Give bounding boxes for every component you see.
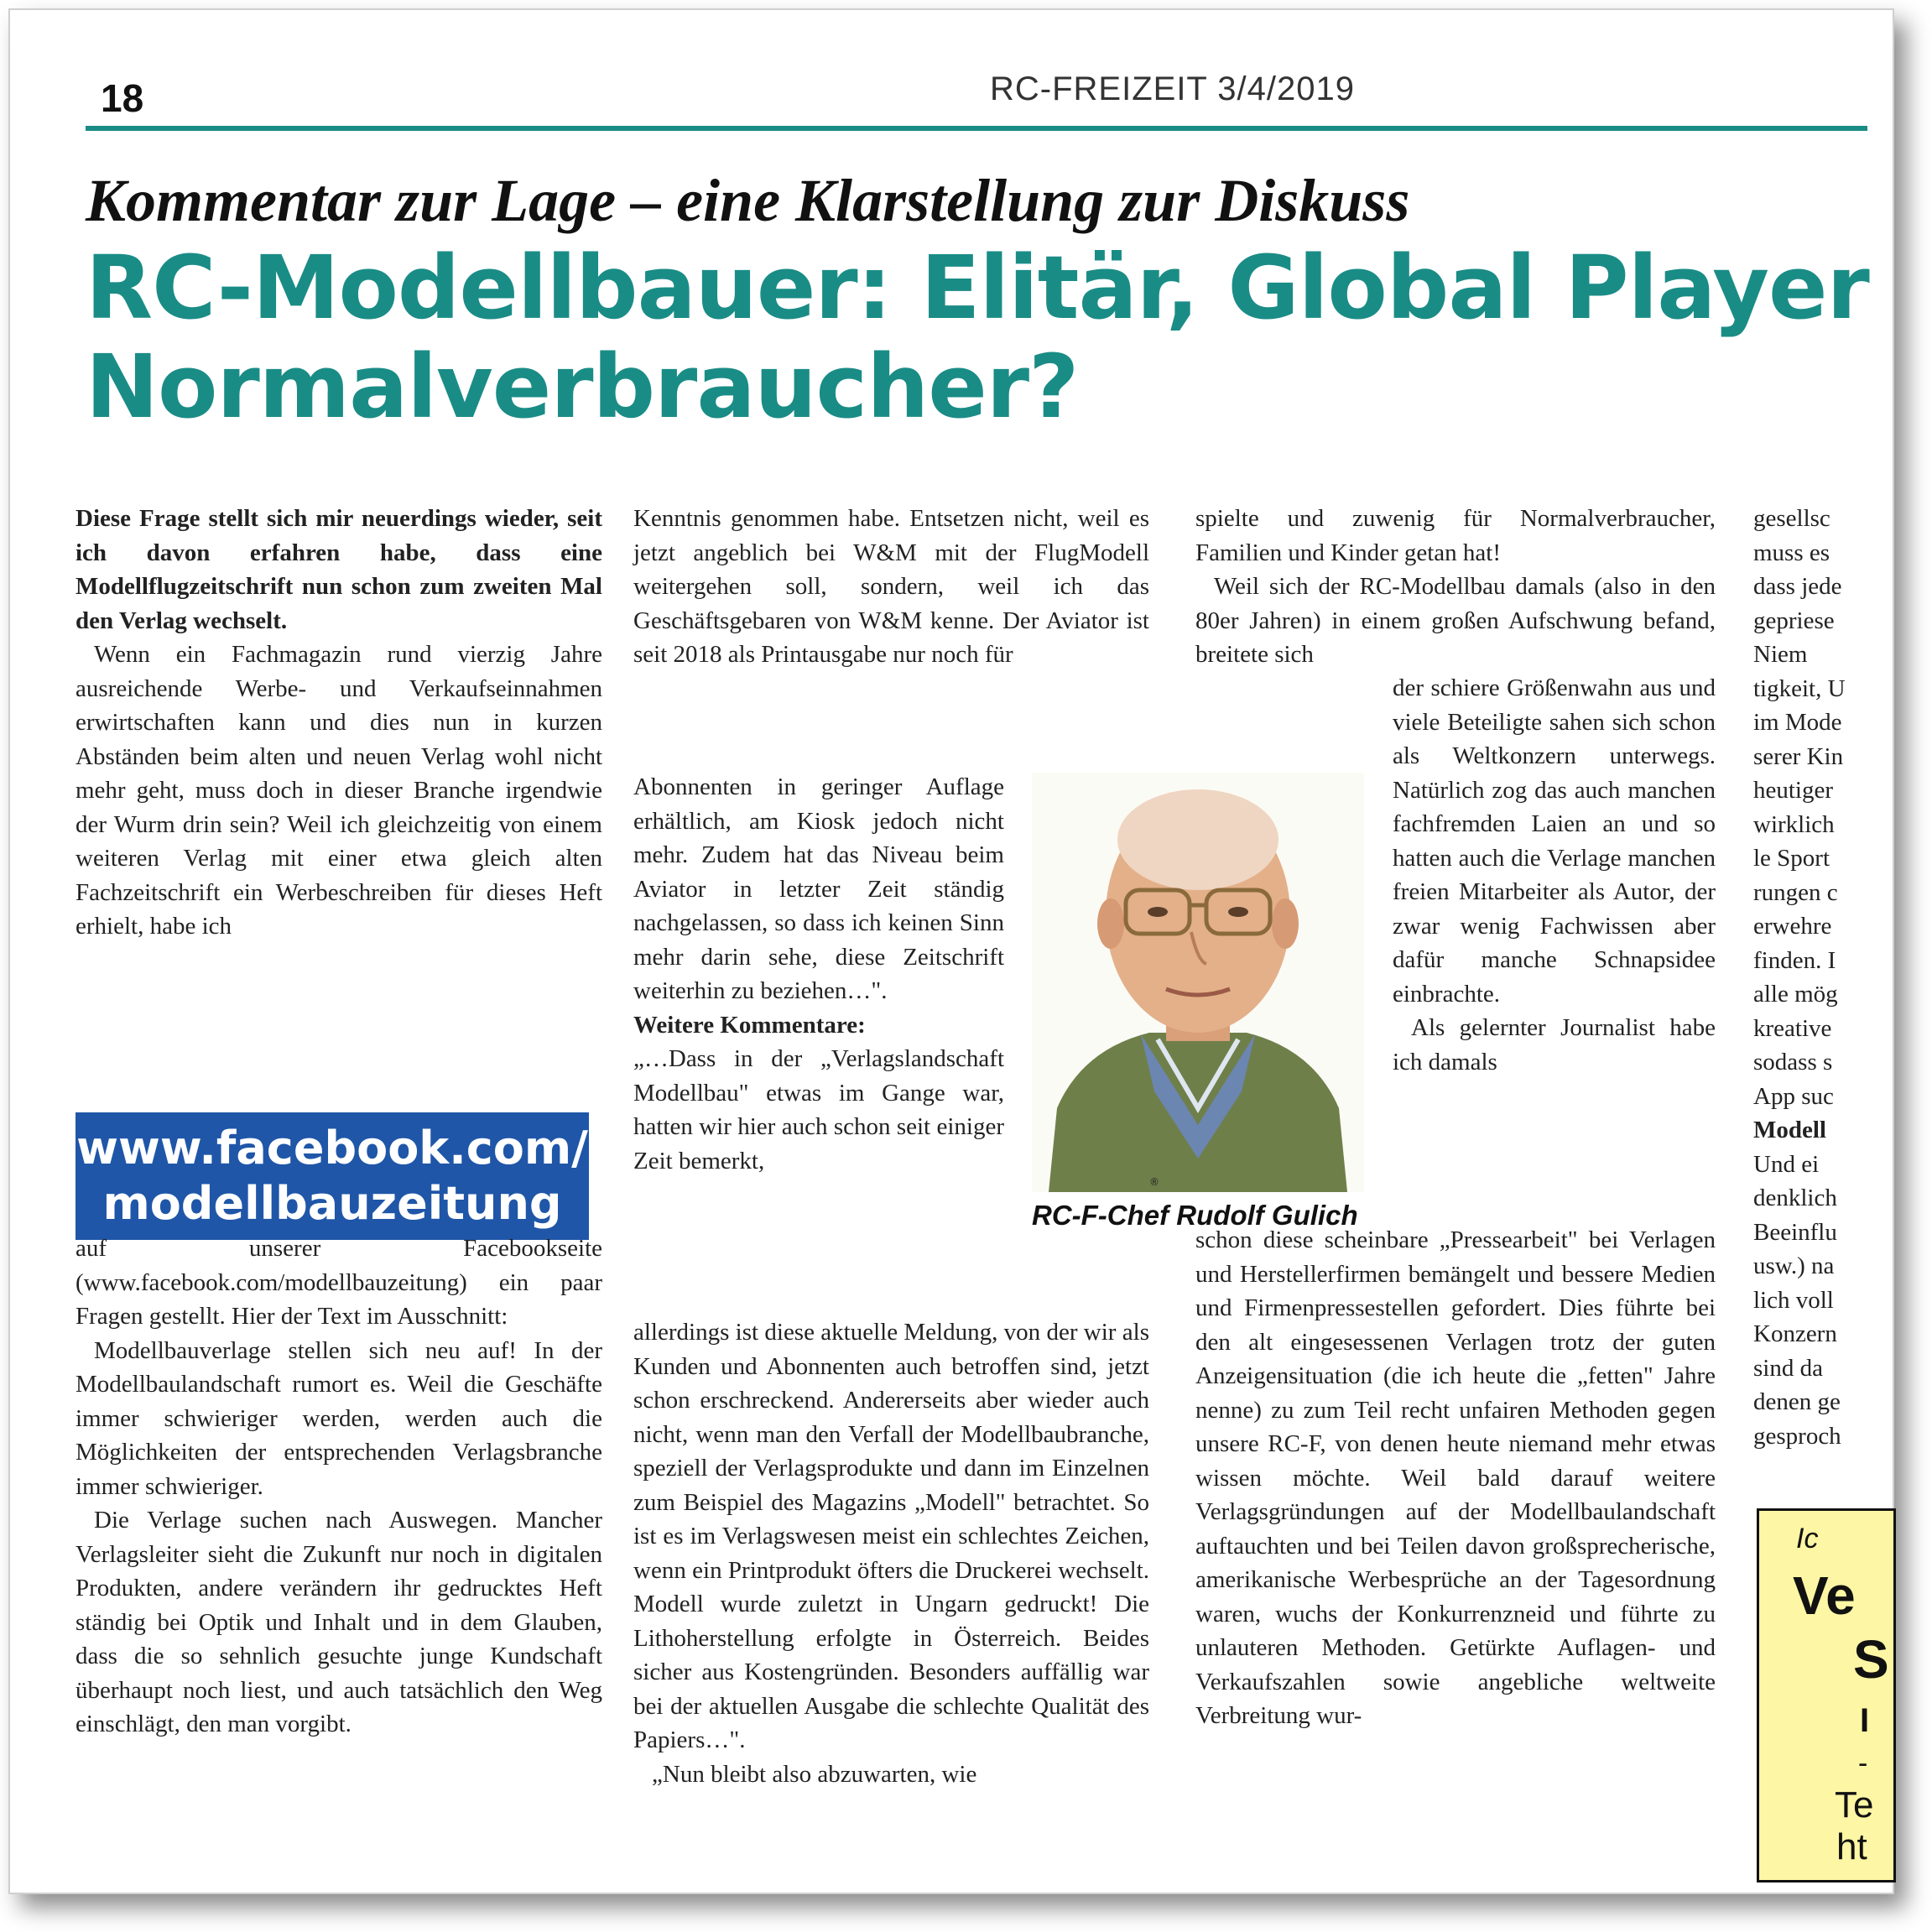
headline-line-2: Normalverbraucher? <box>86 336 1079 438</box>
column-3-middle <box>1393 671 1716 1221</box>
column-1-bottom <box>76 1232 602 1886</box>
column-4-line: App suc <box>1753 1082 1834 1110</box>
ad-text: - <box>1858 1747 1868 1779</box>
page-content <box>76 65 1889 1886</box>
facebook-link-box[interactable] <box>76 1112 589 1240</box>
column-3-bottom <box>1195 1223 1716 1886</box>
paragraph: Kenntnis genommen habe. Entsetzen nicht, weil es jetzt angeblich bei W&M mit der FlugModell weitergehen soll, sondern, weil ich das Geschäftsgebaren von W&M kenne. Der Aviator ist seit 2018 als Printausgabe nur noch für <box>633 505 1149 668</box>
ad-text: Ic <box>1796 1523 1819 1554</box>
lead-paragraph: Diese Frage stellt sich mir neuerdings wieder, seit ich davon erfahren habe, dass eine Modellflugzeitschrift nun schon zum zweiten Mal den Verlag wechselt. <box>76 505 602 634</box>
column-4-line: usw.) na <box>1753 1252 1835 1279</box>
advertisement-box[interactable] <box>1757 1508 1896 1883</box>
newspaper-page <box>8 8 1894 1894</box>
subheading: Weitere Kommentare: <box>633 1011 866 1039</box>
column-4-line: im Mode <box>1753 709 1842 736</box>
column-4-line: dass jede <box>1753 573 1842 600</box>
column-2-top <box>633 502 1149 768</box>
column-1-top <box>76 502 602 1081</box>
column-4-line: le Sport <box>1753 845 1830 872</box>
author-photo <box>1032 773 1364 1192</box>
column-4-line: rungen c <box>1753 878 1838 906</box>
paragraph: auf unserer Facebookseite (www.facebook.com/modellbauzeitung) ein paar Fragen gestellt. Hier der Text im Ausschnitt: <box>76 1235 602 1330</box>
paragraph: spielte und zuwenig für Normalverbraucher, Familien und Kinder getan hat! <box>1195 505 1716 566</box>
column-3-top <box>1195 502 1716 669</box>
column-4-line: kreative <box>1753 1014 1832 1042</box>
paragraph: Modellbauverlage stellen sich neu auf! In der Modellbaulandschaft rumort es. Weil die Geschäfte immer schwieriger werden, werden auch die Möglichkeiten der entsprechenden Verlagsbranche immer schwieriger. <box>76 1336 602 1500</box>
kicker: Kommentar zur Lage – eine Klarstellung zur Diskuss <box>86 167 1410 234</box>
column-4-line: gepriese <box>1753 607 1835 634</box>
paragraph: schon diese scheinbare „Pressearbeit" bei Verlagen und Herstellerfirmen bemängelt und bessere Medien und Firmenpressestellen gefordert. Dies führte bei den alt eingesessenen Verlagen trotz der guten Anzeigensituation (die ich heute die „fetten" Jahre nenne) zu zum Teil recht unfairen Methoden gegen unsere RC-F, von denen heute niemand mehr etwas wissen möchte. Weil bald darauf weitere Verlagsgründungen auf der Modellbaulandschaft auftauchten und bei Teilen davon großsprecherische, amerikanische Werbesprüche an der Tagesordnung waren, wuchs der Konkurrenzneid und führte zu unlauteren Methoden. Getürkte Auflagen- und Verkaufszahlen sowie angebliche weltweite Verbreitung wur- <box>1195 1226 1716 1729</box>
facebook-link-line-2: modellbauzeitung <box>102 1177 562 1230</box>
paragraph: „…Dass in der „Verlagslandschaft Modellbau" etwas im Gange war, hatten wir hier auch schon seit einiger Zeit bemerkt, <box>633 1045 1004 1174</box>
paragraph: Die Verlage suchen nach Auswegen. Mancher Verlagsleiter sieht die Zukunft nur noch in digitalen Produkten, andere verändern ihr gedrucktes Heft ständig bei Optik und Inhalt und in dem Glauben, dass die so sehnlich gesuchte junge Kundschaft überhaupt noch liest, und auch tatsächlich den Weg einschlägt, den man vorgibt. <box>76 1507 602 1737</box>
paragraph: „Nun bleibt also abzuwarten, wie <box>652 1760 977 1788</box>
headline <box>86 238 1869 436</box>
column-4-line: erwehre <box>1753 913 1832 940</box>
column-4-line: Niem <box>1753 641 1808 668</box>
column-4-line: Beeinflu <box>1753 1218 1837 1246</box>
ad-text: Te <box>1835 1784 1874 1825</box>
column-4-clipped <box>1753 502 1857 1475</box>
photo-caption: RC-F-Chef Rudolf Gulich <box>1032 1200 1358 1231</box>
column-2-middle <box>633 770 1004 1315</box>
column-4-line: denen ge <box>1753 1388 1841 1415</box>
column-4-line: tigkeit, U <box>1753 674 1846 702</box>
column-4-line: heutiger <box>1753 777 1834 804</box>
paragraph: Abonnenten in geringer Auflage erhältlich, am Kiosk jedoch nicht mehr. Zudem hat das Niveau beim Aviator in letzter Zeit ständig nachgelassen, so dass ich keinen Sinn mehr darin sehe, diese Zeitschrift weiterhin zu beziehen…". <box>633 773 1004 1004</box>
column-4-line: Modell <box>1753 1117 1826 1143</box>
facebook-link-line-1: www.facebook.com/ <box>76 1122 588 1174</box>
svg-text:®: ® <box>1149 1176 1159 1188</box>
paragraph: der schiere Größenwahn aus und viele Beteiligte sahen sich schon als Weltkonzern unterwegs. Natürlich zog das auch manchen fachfremden Laien an und so hatten auch die Verlage manchen freien Mitarbeiter als Autor, der zwar wenig Fachwissen aber dafür manche Schnapsidee einbrachte. <box>1393 674 1716 1008</box>
ad-text: ht <box>1836 1826 1867 1867</box>
ad-text: I <box>1860 1702 1870 1739</box>
header-rule <box>86 126 1867 131</box>
column-4-line: sind da <box>1753 1354 1823 1382</box>
column-4-line: wirklich <box>1753 810 1835 838</box>
ad-text: S <box>1853 1629 1889 1690</box>
column-4-line: Konzern <box>1753 1320 1837 1347</box>
column-4-line: gesproch <box>1753 1422 1841 1450</box>
column-4-line: denklich <box>1753 1185 1837 1211</box>
headline-line-1: RC-Modellbauer: Elitär, Global Player <box>86 237 1869 339</box>
column-2-bottom <box>633 1315 1149 1886</box>
column-4-line: serer Kin <box>1753 742 1844 770</box>
paragraph: Weil sich der RC-Modellbau damals (also in den 80er Jahren) in einem großen Aufschwung befand, breitete sich <box>1195 573 1716 668</box>
ad-text: Ve <box>1793 1565 1856 1626</box>
column-4-line: lich voll <box>1753 1286 1834 1314</box>
column-4-line: sodass s <box>1753 1049 1833 1075</box>
column-4-line: finden. I <box>1753 946 1836 974</box>
column-4-line: muss es <box>1753 539 1830 566</box>
column-4-line: Und ei <box>1753 1150 1820 1178</box>
paragraph: allerdings ist diese aktuelle Meldung, von der wir als Kunden und Abonnenten auch betroffen sind, jetzt schon erschreckend. Andererseits aber wieder auch nicht, wenn man den Verfall der Modellbaubranche, speziell der Verlagsprodukte und dann im Einzelnen zum Beispiel des Magazins „Modell" betrachtet. So ist es im Verlagswesen meist ein schlechtes Zeichen, wenn ein Printprodukt öfters die Druckerei wechselt. Modell wurde zuletzt in Ungarn gedruckt! Die Lithoherstellung erfolgte in Österreich. Beides sicher aus Kostengründen. Besonders auffällig war bei der aktuellen Ausgabe die schlechte Qualität des Papiers…". <box>633 1319 1149 1753</box>
paragraph: Als gelernter Journalist habe ich damals <box>1393 1014 1716 1075</box>
page-number: 18 <box>101 76 144 120</box>
masthead: RC-FREIZEIT 3/4/2019 <box>990 70 1355 107</box>
column-4-line: alle mög <box>1753 981 1838 1008</box>
column-4-line: gesellsc <box>1753 505 1830 532</box>
paragraph: Wenn ein Fachmagazin rund vierzig Jahre ausreichende Werbe- und Verkaufseinnahmen erwirtschaften kann und dies nun in kurzen Abständen beim alten und neuen Verlag wohl nicht mehr geht, muss doch in dieser Branche irgendwie der Wurm drin sein? Weil ich gleichzeitig von einem weiteren Verlag mit einer etwa gleich alten Fachzeitschrift ein Werbeschreiben für dieses Heft erhielt, habe ich <box>76 641 602 940</box>
